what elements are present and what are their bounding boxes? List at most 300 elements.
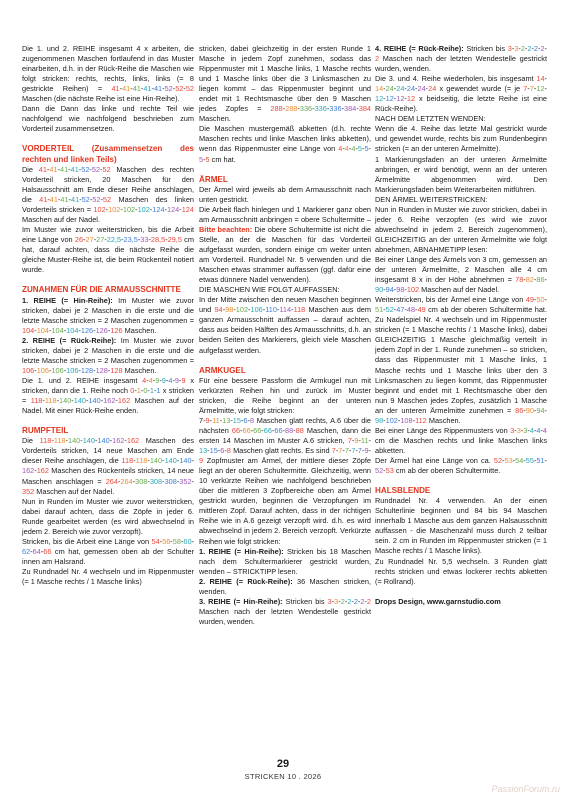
size-separator: -	[415, 84, 418, 94]
size-separator: -	[393, 84, 397, 94]
size-separator: -	[165, 375, 169, 385]
size-value: 162	[126, 436, 140, 446]
size-value: 27	[85, 235, 94, 245]
paragraph	[375, 557, 547, 587]
size-value: 24	[417, 84, 426, 94]
size-value: 58	[172, 536, 181, 546]
section-heading	[22, 426, 194, 436]
size-value: 13	[199, 446, 208, 456]
text-run: Maschen auf der Nadel. Mit einer Rück-Reihe enden.	[22, 396, 194, 416]
section-heading	[22, 144, 194, 164]
size-separator: -	[544, 74, 547, 84]
size-separator: -	[533, 275, 537, 285]
size-value: 4	[529, 425, 534, 435]
size-value: 52	[102, 194, 112, 204]
size-separator: -	[538, 44, 541, 53]
text-run: Maschen des rechten Vorderteil stricken, 20 Maschen für den Halsausschnitt am Ende dieser Reihe anschlagen, die	[22, 164, 194, 204]
size-value: 106	[66, 365, 79, 375]
size-separator: -	[117, 476, 121, 486]
size-separator: -	[358, 436, 361, 446]
size-separator: -	[524, 44, 528, 53]
size-separator: -	[364, 596, 367, 606]
text-run: Im Muster wie zuvor stricken, dabei je 2 Maschen in die erste und die letzte Masche stricken = 2 Maschen zugenommen =	[22, 335, 194, 365]
size-separator: -	[362, 446, 365, 456]
size-separator: -	[203, 154, 206, 164]
size-value: 7	[338, 446, 343, 456]
size-separator: -	[162, 456, 165, 466]
size-value: 49	[417, 305, 426, 315]
size-value: 7	[357, 446, 362, 456]
paragraph	[375, 44, 547, 74]
size-value: 162	[112, 436, 125, 446]
text-run: Maschen.	[122, 325, 157, 335]
size-separator: -	[137, 235, 141, 245]
size-separator: -	[404, 285, 407, 295]
size-value: 78	[515, 275, 524, 285]
size-value: 52	[92, 194, 101, 204]
size-separator: -	[351, 436, 355, 446]
size-value: 41	[38, 164, 47, 174]
text-run: Im Muster wie zuvor weiterstricken, bis die Arbeit eine Länge von	[22, 225, 194, 245]
size-value: 2	[347, 596, 352, 606]
text-run: DIE MASCHEN WIE FOLGT AUFFASSEN:	[199, 285, 340, 295]
size-value: 52	[175, 84, 184, 94]
paragraph	[22, 336, 194, 376]
size-separator: -	[533, 455, 537, 465]
size-value: 162	[36, 466, 49, 476]
size-value: 106	[22, 365, 35, 375]
text-run: cm hat, gemessen oben ab der Schulter innen am Halsrand.	[22, 546, 194, 566]
text-column-left	[22, 44, 194, 587]
size-separator: -	[207, 446, 210, 456]
size-separator: -	[152, 375, 156, 385]
size-separator: -	[338, 596, 341, 606]
size-separator: -	[93, 235, 97, 245]
size-value: 162	[103, 396, 116, 406]
text-run: 1 Markierungsfaden an der unteren Ärmelmitte anbringen, er wird benötigt, wenn an der unteren Ärmelmitte abgenommen wird. Den Markierungsfaden beim Weiterarbeiten mitführen.	[375, 154, 547, 194]
size-separator: -	[312, 104, 315, 114]
size-value: 24	[385, 84, 394, 94]
size-value: 54	[515, 455, 524, 465]
size-separator: -	[262, 305, 266, 315]
size-separator: -	[165, 235, 168, 245]
size-value: 336	[299, 104, 313, 114]
size-value: 52	[185, 84, 194, 94]
size-separator: -	[248, 305, 251, 315]
paragraph	[375, 426, 547, 456]
text-run: Bei einer Länge des Ärmels von 3 cm, gemessen an der unteren Ärmelmitte, 2 Maschen alle 4 cm insgesamt 8 x in der Höhe abnehmen =	[375, 254, 547, 285]
size-separator: -	[514, 425, 517, 435]
size-value: 86	[536, 275, 545, 285]
size-separator: -	[341, 104, 345, 114]
size-separator: -	[393, 305, 397, 315]
size-separator: -	[104, 235, 107, 245]
size-separator: -	[240, 415, 244, 425]
text-run: Maschen auf der Nadel.	[419, 285, 500, 295]
text-run: Nun in Runden im Muster wie zuvor weiterstricken, dabei darauf achten, dass die Zöpfe in jeder 6. Runde gearbeitet werden (es wird abwechselnd in jedem 2. Bereich wie zuvor verzopft).	[22, 496, 194, 536]
size-value: 5	[357, 144, 362, 154]
paragraph	[375, 496, 547, 556]
size-value: 14	[536, 74, 545, 84]
size-separator: -	[250, 426, 254, 435]
size-separator: -	[124, 436, 127, 446]
size-value: 52	[385, 305, 394, 315]
size-separator: -	[133, 456, 136, 466]
size-value: 118	[135, 456, 148, 466]
size-separator: -	[178, 375, 182, 385]
size-value: 7	[523, 84, 528, 94]
size-value: 98	[396, 285, 405, 295]
text-run: x stricken, dann die 1. Reihe noch	[22, 375, 194, 395]
size-separator: -	[176, 456, 180, 466]
size-value: 3	[523, 425, 528, 435]
size-value: 60	[183, 536, 192, 546]
size-value: 102	[406, 285, 420, 295]
size-value: 82	[525, 275, 534, 285]
size-value: 41	[49, 194, 58, 204]
paragraph	[375, 205, 547, 255]
text-run: Maschen.	[199, 114, 231, 124]
size-separator: -	[217, 446, 221, 456]
size-value: 2	[520, 44, 525, 53]
text-run: Stricken bis	[282, 596, 328, 606]
size-value: 51	[536, 455, 545, 465]
paragraph	[199, 44, 371, 124]
text-run: Maschen (die nächste Reihe ist eine Hin-Reihe).	[22, 94, 180, 104]
text-run: Die	[22, 436, 40, 446]
text-run: 7	[199, 415, 204, 425]
size-separator: -	[176, 476, 180, 486]
size-value: 52	[375, 465, 384, 475]
size-separator: -	[164, 205, 168, 215]
size-value: 8	[249, 415, 255, 425]
size-separator: -	[51, 436, 54, 446]
size-value: 118	[30, 396, 43, 406]
size-value: 2	[375, 54, 380, 64]
size-separator: -	[544, 295, 547, 305]
text-run: Im Muster wie zuvor stricken, dabei je 2 Maschen in die erste und die letzte Masche stricken = 2 Maschen zugenommen =	[22, 295, 194, 325]
section-heading	[199, 366, 371, 376]
size-value: 88	[285, 426, 294, 435]
paragraph-gap	[199, 356, 371, 366]
size-value: 3	[516, 425, 521, 435]
size-separator: -	[56, 396, 60, 406]
size-separator: -	[527, 84, 530, 94]
size-value: 23,5	[123, 235, 138, 245]
size-value: 41	[122, 84, 131, 94]
size-value: 336	[314, 104, 327, 114]
size-separator: -	[351, 596, 354, 606]
size-value: 384	[358, 104, 371, 114]
size-separator: -	[233, 305, 236, 315]
text-run: Der Ärmel hat eine Länge von ca.	[375, 455, 494, 465]
paragraph	[375, 255, 547, 295]
size-value: 4	[168, 375, 173, 385]
size-value: 52	[91, 164, 101, 174]
size-separator: -	[425, 84, 429, 94]
size-value: 9	[181, 375, 186, 385]
size-value: 2	[366, 596, 371, 606]
size-value: 66	[43, 546, 52, 556]
size-value: 52	[81, 164, 90, 174]
text-run: DEN ÄRMEL WEITERSTRICKEN:	[375, 194, 488, 204]
paragraph-gap	[22, 275, 194, 285]
size-value: 2	[340, 596, 345, 606]
size-value: 29,5	[167, 235, 182, 245]
size-value: 2	[540, 44, 545, 53]
credit: Drops Design, www.garnstudio.com	[375, 596, 501, 606]
size-value: 7	[331, 446, 336, 456]
size-value: 24	[428, 84, 437, 94]
size-value: 41	[132, 84, 141, 94]
size-separator: -	[502, 455, 505, 465]
text-run: Maschen nach der letzten Wendestelle gestrickt wurden, wenden.	[375, 54, 547, 74]
size-value: 53	[504, 455, 513, 465]
size-separator: -	[119, 84, 123, 94]
size-separator: -	[368, 436, 371, 446]
size-value: 114	[279, 305, 292, 315]
size-value: 15	[209, 446, 218, 456]
paragraph-gap	[375, 587, 547, 597]
size-separator: -	[261, 426, 264, 435]
size-value: 41	[49, 164, 58, 174]
size-value: 128	[80, 365, 94, 375]
size-value: 41	[39, 194, 48, 204]
size-value: 12	[385, 94, 394, 104]
size-value: 102	[137, 205, 150, 215]
row-label: 4. REIHE (= Rück-Reihe):	[375, 44, 464, 53]
size-separator: -	[34, 466, 37, 476]
heading-text: HALSBLENDE	[375, 486, 431, 496]
size-separator: -	[544, 84, 547, 94]
paragraph	[199, 185, 371, 205]
size-value: 5	[364, 144, 369, 154]
size-value: 124	[152, 205, 165, 215]
paragraph	[22, 296, 194, 336]
size-value: 0	[130, 385, 135, 395]
page-number: 29	[276, 758, 290, 770]
size-value: 102	[385, 415, 398, 425]
size-value: 140	[149, 456, 163, 466]
text-run: Stricken bis 18 Maschen nach dem Schultermarkierer gestrickt wurden, wenden – STRICKTIPP lesen.	[199, 546, 372, 576]
size-separator: -	[179, 205, 182, 215]
size-value: 51	[375, 305, 384, 315]
size-value: 66	[253, 426, 262, 435]
size-value: 118	[53, 436, 66, 446]
size-separator: -	[512, 455, 516, 465]
paragraph	[199, 597, 371, 627]
size-separator: -	[172, 84, 176, 94]
text-run: Die Maschen mustergemäß abketten (d.h. rechte Maschen rechts und linke Maschen links abketten), wenn das Rippenmuster eine Länge von	[199, 124, 371, 154]
paragraph	[22, 225, 194, 275]
size-value: 126	[80, 325, 94, 335]
size-separator: -	[404, 84, 407, 94]
size-separator: -	[71, 396, 74, 406]
size-value: 2	[360, 596, 365, 606]
size-separator: -	[105, 205, 109, 215]
size-value: 308	[164, 476, 177, 486]
size-value: 3	[510, 425, 515, 435]
size-value: 50	[536, 295, 545, 305]
size-value: 12	[396, 94, 405, 104]
size-value: 7	[347, 436, 352, 446]
paragraph	[199, 295, 371, 355]
section-heading	[199, 175, 371, 185]
size-value: 162	[117, 396, 131, 406]
text-run: cm ab der oberen Schultermitte hat. Zu Nadelspiel Nr. 4 wechseln und im Rippenmuster stricken (= 1 Masche rechts / 1 Masche links), dabei GLEICHZEITIG 1 Masche gleichmäßig verteilt in jedem Zopf in der 1. Runde zunehmen – so stricken, dass das Rippenmuster mit 1 Masche links, 1 Masche rechts und 1 Masche links über den 3 Linksmaschen zu liegen kommt, das Rippenmuster beginnt und endet mit 1 Rechtsmasche über den nun 9 Maschen jedes Zopfes, zusätzlich 1 Masche an der unteren Ärmelmitte zunehmen =	[375, 305, 547, 415]
size-value: 106	[250, 305, 263, 315]
size-value: 22,5	[106, 235, 122, 245]
size-separator: -	[326, 104, 330, 114]
size-separator: -	[86, 396, 89, 406]
size-separator: -	[107, 325, 111, 335]
size-value: 48	[406, 305, 416, 315]
size-value: 140	[73, 396, 87, 406]
size-separator: -	[57, 164, 60, 174]
size-separator: -	[291, 305, 294, 315]
size-separator: -	[544, 44, 547, 53]
size-value: 102	[93, 205, 106, 215]
size-value: 108	[400, 415, 413, 425]
text-run: x gewendet wurde (= je	[436, 84, 524, 94]
size-value: 288	[285, 104, 298, 114]
size-value: 4	[344, 144, 349, 154]
paragraph	[199, 124, 371, 164]
size-separator: -	[83, 235, 86, 245]
size-value: 118	[44, 396, 57, 406]
size-separator: -	[247, 415, 250, 425]
size-separator: -	[533, 425, 537, 435]
size-separator: -	[415, 305, 418, 315]
size-separator: -	[115, 396, 118, 406]
size-value: 140	[164, 456, 177, 466]
paragraph-gap	[22, 416, 194, 426]
size-value: 3	[514, 44, 519, 53]
size-value: 7	[351, 446, 356, 456]
size-value: 12	[375, 94, 384, 104]
size-separator: -	[93, 325, 96, 335]
size-value: 86	[515, 405, 524, 415]
size-value: 14	[375, 84, 384, 94]
text-run: NACH DEM LETZTEN WENDEN:	[375, 114, 486, 124]
text-run: Weiterstricken, bis der Ärmel eine Länge von	[375, 295, 526, 305]
size-value: 1	[156, 385, 161, 395]
size-value: 102	[235, 305, 249, 315]
size-value: 26	[74, 235, 84, 245]
size-value: 106	[36, 365, 49, 375]
watermark: PassionForum.ru	[491, 784, 560, 794]
size-separator: -	[523, 455, 526, 465]
text-run: x beidseitig, die letzte Reihe ist eine Rück-Reihe).	[375, 94, 547, 114]
size-value: 24	[396, 84, 405, 94]
text-run: Die	[22, 164, 39, 174]
text-run: Maschen aus dem ganzen Armausschnitt auffassen – darauf achten, dass aus beiden Hälften des Armausschnitts, d.h. an beiden Seiten des Markierers, gleich viele Maschen aufgefasst werden.	[199, 305, 372, 355]
size-separator: -	[79, 194, 82, 204]
size-separator: -	[342, 144, 345, 154]
size-value: 88	[295, 426, 304, 435]
size-value: 66	[231, 426, 241, 435]
size-value: 33	[140, 235, 149, 245]
text-run: Maschen glatt rechts, A.6 über die nächsten	[199, 415, 371, 435]
size-separator: -	[46, 164, 50, 174]
size-separator: -	[222, 305, 226, 315]
size-value: 126	[110, 325, 123, 335]
size-value: 64	[32, 546, 41, 556]
size-separator: -	[146, 375, 149, 385]
size-separator: -	[78, 325, 81, 335]
text-run: Maschen glatt rechts. Es sind	[230, 446, 332, 456]
size-separator: -	[191, 476, 194, 486]
size-separator: -	[404, 94, 407, 104]
size-value: 104	[36, 325, 49, 335]
size-value: 6	[243, 415, 248, 425]
size-separator: -	[135, 205, 138, 215]
size-separator: -	[120, 205, 123, 215]
size-separator: -	[130, 84, 133, 94]
text-run: Rundnadel Nr. 4 verwenden. An der einen Schulterlinie beginnen und 84 bis 94 Maschen innerhalb 1 Masche aus dem ganzen Halsausschnitt auffassen - die Maschenzahl muss durch 2 teilbar sein. 2 cm in Runden im Rippenmuster stricken (= 1 Masche rechts / 1 Masche links).	[375, 496, 547, 556]
size-separator: -	[48, 325, 52, 335]
heading-text: ZUNAHMEN FÜR DIE ARMAUSSCHNITTE	[22, 285, 181, 295]
size-value: 90	[375, 285, 384, 295]
size-value: 41	[60, 164, 69, 174]
size-separator: -	[121, 235, 124, 245]
paragraph	[22, 537, 194, 567]
size-separator: -	[203, 415, 206, 425]
size-value: 124	[181, 205, 194, 215]
text-run: Nun in Runden in Muster wie zuvor stricken, dabei in jeder 6. Reihe verzopfen (es wird wie zuvor abwechselnd in jedem 2. Bereich zugenommen), GLEICHZEITIG an der unteren Ärmelmitte wie folgt abnehmen, ABNAHMETIPP lesen:	[375, 204, 547, 254]
size-separator: -	[540, 425, 543, 435]
size-value: 112	[415, 415, 427, 425]
section-heading	[375, 486, 547, 496]
size-value: 5	[199, 154, 204, 164]
size-value: 118	[39, 436, 52, 446]
size-value: 336	[329, 104, 342, 114]
size-separator: -	[134, 385, 137, 395]
size-separator: -	[148, 235, 151, 245]
size-separator: -	[180, 536, 184, 546]
size-separator: -	[89, 164, 92, 174]
paragraph	[375, 124, 547, 154]
paragraph	[22, 376, 194, 416]
size-value: 2	[527, 44, 532, 53]
size-value: 7	[529, 84, 534, 94]
size-value: 11	[212, 415, 220, 425]
size-separator: -	[149, 205, 153, 215]
text-run: Maschen.	[122, 365, 157, 375]
size-value: 352	[22, 486, 35, 496]
size-separator: -	[368, 446, 371, 456]
size-separator: -	[393, 285, 397, 295]
size-separator: -	[107, 365, 111, 375]
size-separator: -	[140, 84, 144, 94]
size-value: 104	[51, 325, 64, 335]
size-value: 6	[220, 446, 225, 456]
size-separator: -	[100, 164, 103, 174]
paragraph	[22, 436, 194, 496]
paragraph	[22, 165, 194, 225]
size-separator: -	[68, 164, 71, 174]
size-separator: -	[162, 476, 165, 486]
row-label: 2. REIHE (= Rück-Reihe):	[199, 576, 293, 586]
size-value: 11	[360, 436, 369, 446]
size-value: 106	[51, 365, 64, 375]
size-separator: -	[94, 436, 98, 446]
size-separator: -	[132, 476, 136, 486]
size-separator: -	[297, 104, 300, 114]
size-separator: -	[191, 456, 194, 466]
size-separator: -	[34, 325, 37, 335]
size-value: 41	[70, 164, 79, 174]
